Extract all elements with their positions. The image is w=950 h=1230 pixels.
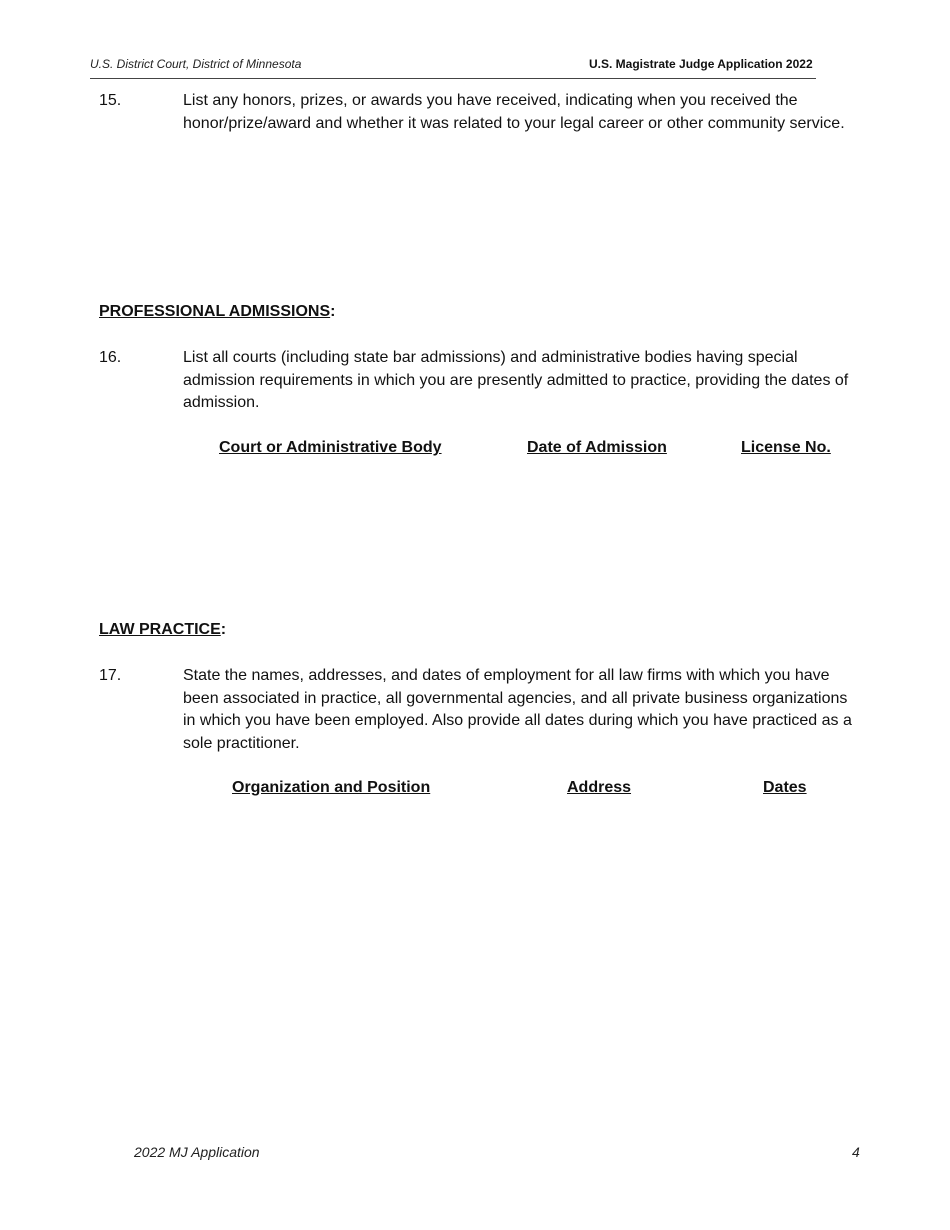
section-law-practice	[99, 621, 226, 639]
column-header-court: Court or Administrative Body	[219, 439, 442, 456]
section-professional-admissions-colon: :	[330, 303, 336, 320]
section-professional-admissions-title: PROFESSIONAL ADMISSIONS	[99, 303, 331, 320]
footer-application-label: 2022 MJ Application	[134, 1144, 260, 1160]
header-application-title: U.S. Magistrate Judge Application 2022	[589, 57, 813, 71]
question-15-number: 15.	[99, 92, 122, 109]
question-17-number: 17.	[99, 667, 122, 684]
column-header-organization-position: Organization and Position	[232, 779, 431, 796]
column-header-address: Address	[567, 779, 632, 796]
section-professional-admissions	[99, 303, 335, 321]
column-header-date-of-admission: Date of Admission	[527, 439, 667, 456]
question-16-text: List all courts (including state bar admissions) and administrative bodies having special admission requirements in which you are presently admitted to practice, providing the dates of admission.	[183, 349, 849, 411]
header-court-name: U.S. District Court, District of Minnesota	[90, 57, 302, 71]
section-law-practice-title: LAW PRACTICE	[99, 621, 221, 638]
question-16-number: 16.	[99, 349, 122, 366]
footer-page-number: 4	[852, 1144, 860, 1160]
section-law-practice-colon: :	[220, 621, 227, 638]
column-header-license-no: License No.	[741, 439, 831, 456]
question-17-text: State the names, addresses, and dates of employment for all law firms with which you have been associated in practice, all governmental agencies, and all private business organizations in which you have been employed. Also provide all dates during which you have practiced as a sole practitioner.	[183, 667, 852, 752]
column-header-dates: Dates	[763, 779, 807, 796]
header-divider	[90, 78, 816, 79]
question-15-text: List any honors, prizes, or awards you have received, indicating when you received the honor/prize/award and whether it was related to your legal career or other community service.	[183, 92, 845, 132]
